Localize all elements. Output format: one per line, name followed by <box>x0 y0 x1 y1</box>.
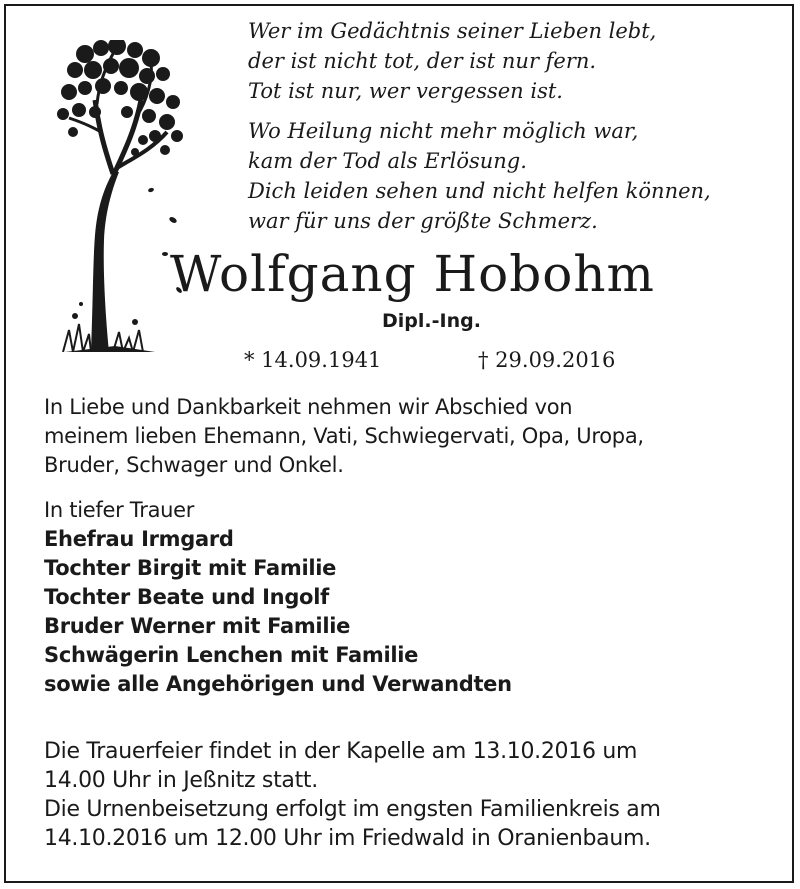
birth-date: * 14.09.1941 <box>244 348 382 372</box>
service-line: Die Trauerfeier findet in der Kapelle am 13.10.2016 um <box>44 739 638 764</box>
tree-icon <box>55 40 185 352</box>
mourner-name: Schwägerin Lenchen mit Familie <box>44 643 419 667</box>
poem <box>248 16 778 236</box>
poem-line: der ist nicht tot, der ist nur fern. <box>248 49 597 73</box>
mourners-heading: In tiefer Trauer <box>44 498 195 522</box>
poem-line: Wer im Gedächtnis seiner Lieben lebt, <box>248 19 657 43</box>
service-info <box>44 737 784 853</box>
death-date: † 29.09.2016 <box>478 348 616 372</box>
poem-line: war für uns der größte Schmerz. <box>248 209 598 233</box>
poem-line: Wo Heilung nicht mehr möglich war, <box>248 119 639 143</box>
farewell-line: Bruder, Schwager und Onkel. <box>44 453 344 477</box>
deceased-name: Wolfgang Hobohm <box>170 245 655 303</box>
service-line: 14.00 Uhr in Jeßnitz statt. <box>44 768 318 793</box>
service-line: 14.10.2016 um 12.00 Uhr im Friedwald in Oranienbaum. <box>44 826 651 851</box>
service-line: Die Urnenbeisetzung erfolgt im engsten Familienkreis am <box>44 797 661 822</box>
deceased-title: Dipl.-Ing. <box>382 310 481 332</box>
farewell-line: meinem lieben Ehemann, Vati, Schwiegervati, Opa, Uropa, <box>44 424 644 448</box>
mourner-name: sowie alle Angehörigen und Verwandten <box>44 672 512 696</box>
mourners-list <box>44 496 784 699</box>
farewell-text <box>44 393 784 480</box>
mourner-name: Tochter Birgit mit Familie <box>44 556 337 580</box>
mourner-name: Bruder Werner mit Familie <box>44 614 351 638</box>
mourner-name: Ehefrau Irmgard <box>44 527 234 551</box>
mourner-name: Tochter Beate und Ingolf <box>44 585 329 609</box>
poem-line: kam der Tod als Erlösung. <box>248 149 527 173</box>
poem-line: Dich leiden sehen und nicht helfen können, <box>248 179 711 203</box>
poem-line: Tot ist nur, wer vergessen ist. <box>248 79 563 103</box>
farewell-line: In Liebe und Dankbarkeit nehmen wir Abschied von <box>44 395 573 419</box>
